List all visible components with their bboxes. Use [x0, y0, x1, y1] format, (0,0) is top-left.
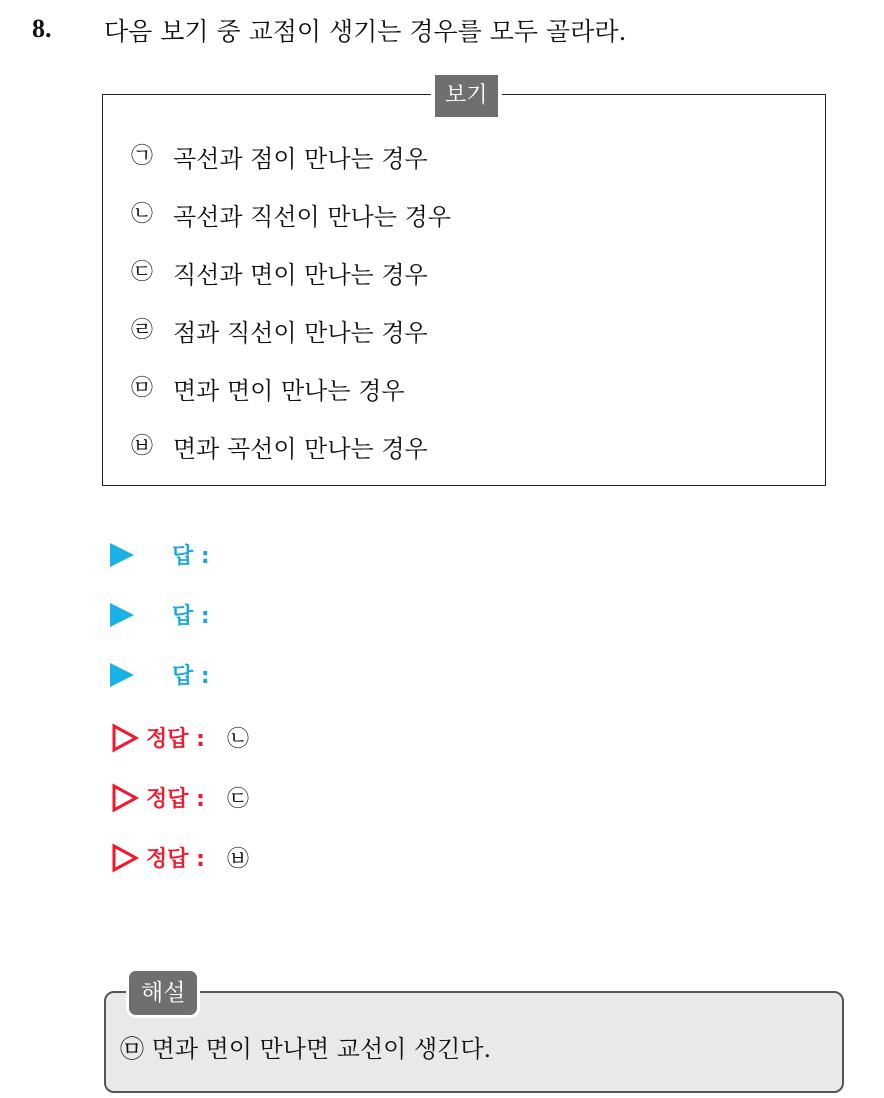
outline-triangle-icon	[110, 783, 140, 813]
choice-mark: ㉠	[131, 144, 154, 169]
choices-box	[102, 83, 826, 486]
solution-value: ㉢	[226, 787, 249, 812]
answer-label: 답 :	[172, 604, 210, 629]
choice-mark: ㉡	[131, 202, 154, 227]
solution-line-2	[110, 782, 249, 813]
answer-label: 답 :	[172, 664, 210, 689]
answer-line-1[interactable]	[110, 539, 210, 570]
choice-item	[131, 429, 451, 487]
choice-item	[131, 197, 451, 255]
explanation-text: ㉤ 면과 면이 만나면 교선이 생긴다.	[120, 1035, 492, 1063]
solution-line-1	[110, 722, 249, 753]
choice-item	[131, 371, 451, 429]
choice-text: 면과 곡선이 만나는 경우	[173, 435, 428, 463]
outline-triangle-icon	[110, 723, 140, 753]
explanation-tag: 해설	[126, 968, 200, 1018]
answer-label: 답 :	[172, 544, 210, 569]
choice-mark: ㉤	[131, 376, 154, 401]
triangle-icon	[110, 663, 134, 687]
question-text: 다음 보기 중 교점이 생기는 경우를 모두 골라라.	[104, 17, 627, 46]
choice-text: 점과 직선이 만나는 경우	[173, 319, 428, 347]
choices-box-tag: 보기	[431, 75, 502, 117]
solution-label: 정답 :	[146, 847, 205, 872]
choice-mark: ㉢	[131, 260, 154, 285]
choice-item	[131, 313, 451, 371]
choice-text: 직선과 면이 만나는 경우	[173, 261, 428, 289]
answer-line-3[interactable]	[110, 659, 210, 690]
choice-text: 곡선과 점이 만나는 경우	[173, 145, 428, 173]
solution-label: 정답 :	[146, 787, 205, 812]
solution-value: ㉥	[226, 847, 249, 872]
outline-triangle-icon	[110, 843, 140, 873]
solution-value: ㉡	[226, 727, 249, 752]
question-number: 8.	[32, 14, 52, 43]
triangle-icon	[110, 603, 134, 627]
choice-mark: ㉣	[131, 318, 154, 343]
choice-item	[131, 255, 451, 313]
choice-text: 면과 면이 만나는 경우	[173, 377, 405, 405]
solution-line-3	[110, 842, 249, 873]
choices-list	[131, 139, 451, 487]
choice-mark: ㉥	[131, 434, 154, 459]
triangle-icon	[110, 543, 134, 567]
choice-item	[131, 139, 451, 197]
solution-label: 정답 :	[146, 727, 205, 752]
explanation-box	[104, 991, 844, 1093]
answer-line-2[interactable]	[110, 599, 210, 630]
choice-text: 곡선과 직선이 만나는 경우	[173, 203, 451, 231]
